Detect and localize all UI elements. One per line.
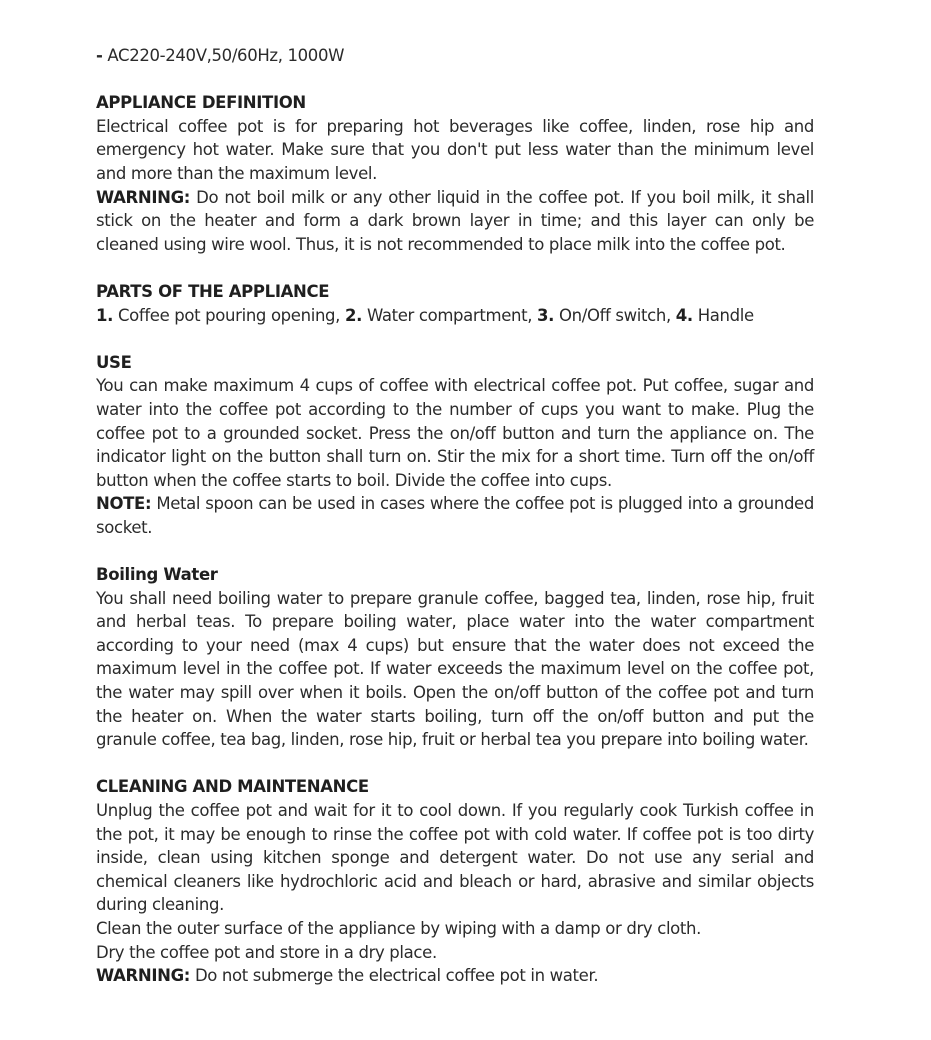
cleaning-body: Unplug the coffee pot and wait for it to cool down. If you regularly cook Turkish coffee in the pot, it may be enough to rinse the coffee pot with cold water. If coffee pot is too dirty inside, clean using kitchen sponge and detergent water. Do not use any serial and chemical cleaners like hydrochloric acid and bleach or hard, abrasive and similar objects during cleaning. bbox=[96, 801, 814, 915]
boiling-heading: Boiling Water bbox=[96, 565, 218, 585]
cleaning-heading: CLEANING AND MAINTENANCE bbox=[96, 777, 369, 797]
part-label: Coffee pot pouring opening, bbox=[113, 305, 345, 325]
part-label: Water compartment, bbox=[362, 305, 538, 325]
part-number: 4. bbox=[675, 305, 693, 325]
note-text: Metal spoon can be used in cases where the coffee pot is plugged into a grounded socket. bbox=[96, 494, 814, 537]
warning-text: Do not boil milk or any other liquid in the coffee pot. If you boil milk, it shall stick on the heater and form a dark brown layer in time; and this layer can only be cleaned using wire wool. Thus, it is not recommended to place milk into the coffee pot. bbox=[96, 187, 814, 254]
definition-warning bbox=[96, 186, 814, 257]
parts-heading: PARTS OF THE APPLIANCE bbox=[96, 281, 330, 301]
cleaning-line-3: Dry the coffee pot and store in a dry place. bbox=[96, 942, 437, 962]
use-heading: USE bbox=[96, 352, 132, 372]
part-number: 2. bbox=[344, 305, 363, 325]
note-label: NOTE: bbox=[96, 494, 152, 514]
warning-label: WARNING: bbox=[96, 966, 191, 986]
part-label: Handle bbox=[692, 305, 754, 325]
use-note bbox=[96, 492, 814, 539]
manual-page bbox=[96, 44, 814, 988]
warning-text: Do not submerge the electrical coffee pot in water. bbox=[190, 966, 599, 986]
warning-label: WARNING: bbox=[96, 187, 191, 207]
spec-text: AC220-240V,50/60Hz, 1000W bbox=[102, 46, 345, 65]
spec-line bbox=[96, 44, 814, 68]
use-body: You can make maximum 4 cups of coffee with electrical coffee pot. Put coffee, sugar and water into the coffee pot according to the number of cups you want to make. Plug the coffee pot to a grounded socket. Press the on/off button and turn the appliance on. The indicator light on the button shall turn on. Stir the mix for a short time. Turn off the on/off button when the coffee starts to boil. Divide the coffee into cups. bbox=[96, 376, 814, 490]
cleaning-warning bbox=[96, 964, 814, 988]
cleaning-line-2: Clean the outer surface of the appliance by wiping with a damp or dry cloth. bbox=[96, 918, 702, 938]
part-number: 1. bbox=[96, 305, 114, 325]
definition-body: Electrical coffee pot is for preparing hot beverages like coffee, linden, rose hip and emergency hot water. Make sure that you don't put less water than the minimum level and more than the maximum level. bbox=[96, 116, 814, 183]
definition-heading: APPLIANCE DEFINITION bbox=[96, 93, 306, 113]
boiling-body: You shall need boiling water to prepare granule coffee, bagged tea, linden, rose hip, fruit and herbal teas. To prepare boiling water, place water into the water compartment according to your need (max 4 cups) but ensure that the water does not exceed the maximum level in the coffee pot. If water exceeds the maximum level on the coffee pot, the water may spill over when it boils. Open the on/off button of the coffee pot and turn the heater on. When the water starts boiling, turn off the on/off button and put the granule coffee, tea bag, linden, rose hip, fruit or herbal tea you prepare into boiling water. bbox=[96, 588, 814, 750]
spec-dash: - bbox=[96, 46, 103, 65]
parts-list bbox=[96, 304, 814, 328]
part-label: On/Off switch, bbox=[554, 305, 676, 325]
part-number: 3. bbox=[537, 305, 555, 325]
